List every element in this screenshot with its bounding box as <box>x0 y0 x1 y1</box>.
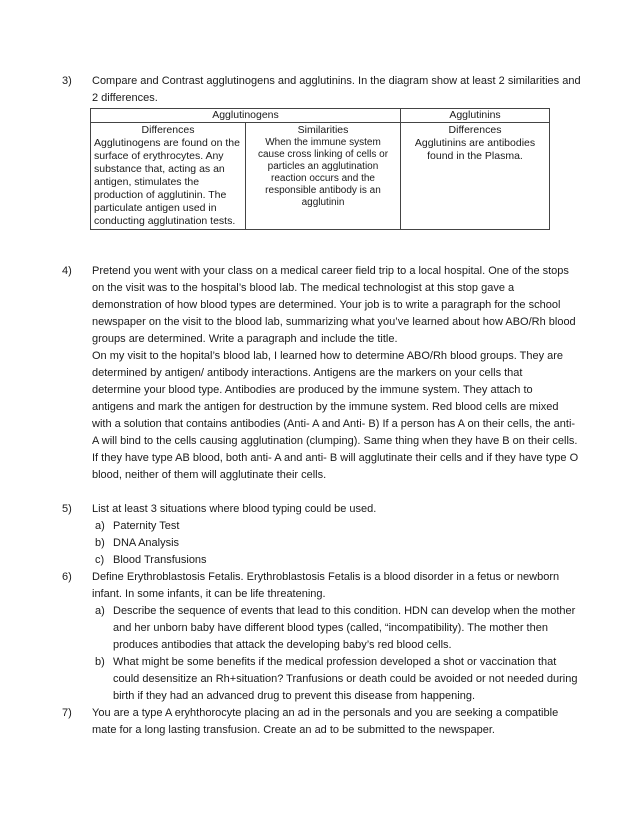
q5-item-label: b) <box>95 537 105 549</box>
q4-answer-line: with a solution that contains antibodies (Anti- A and Anti- B) If a person has A on their cells, the anti- <box>92 418 576 430</box>
q4-answer-line: antigens and mark the antigen for destruction by the immune system. Red blood cells are mixed <box>92 401 559 413</box>
col2-line: reaction occurs and the <box>271 173 375 184</box>
q7-text-line: mate for a long lasting transfusion. Create an ad to be submitted to the newspaper. <box>92 724 495 736</box>
q4-text-line: demonstration of how blood types are determined. Your job is to write a paragraph for the school <box>92 299 561 311</box>
q5-item-label: c) <box>95 554 105 566</box>
agglutinogen-differences-cell <box>91 123 246 230</box>
q6b-text-line: could desensitize an Rh+situation? Tranfusions or death could be avoided or not needed during <box>113 673 578 685</box>
q6a-text-line: Describe the sequence of events that lead to this condition. HDN can develop when the mother <box>113 605 576 617</box>
q6a-text-line: and her unborn baby have different blood types (called, “incompatibility). The mother then <box>113 622 548 634</box>
col3-heading: Differences <box>448 124 502 136</box>
q7-text-line: You are a type A eryhthorocyte placing an ad in the personals and you are seeking a compatible <box>92 707 559 719</box>
q4-text-line: newspaper on the visit to the blood lab, summarizing what you’ve learned about how ABO/Rh blood <box>92 316 576 328</box>
col1-line: substance that, acting as an <box>94 163 225 175</box>
col1-heading: Differences <box>141 124 195 136</box>
col2-line: agglutinin <box>301 197 345 208</box>
col1-line: conducting agglutination tests. <box>94 215 236 227</box>
q6-text-line: Define Erythroblastosis Fetalis. Erythroblastosis Fetalis is a blood disorder in a fetus or newborn <box>92 571 560 583</box>
q3-text-line-1: Compare and Contrast agglutinogens and agglutinins. In the diagram show at least 2 similarities and <box>92 75 581 87</box>
q6-text-line: infant. In some infants, it can be life threatening. <box>92 588 326 600</box>
q3-text-line-2: 2 differences. <box>92 92 158 104</box>
agglutination-table <box>90 108 550 230</box>
col1-line: Agglutinogens are found on the <box>94 137 240 149</box>
q5-item-text: Blood Transfusions <box>113 554 207 566</box>
q4-answer-line: On my visit to the hopital’s blood lab, I learned how to determine ABO/Rh blood groups. They are <box>92 350 564 362</box>
q5-number: 5) <box>62 503 72 515</box>
col1-line: production of agglutinin. The <box>94 189 227 201</box>
col2-heading: Similarities <box>297 124 349 136</box>
q6a-label: a) <box>95 605 105 617</box>
q4-text-line: on the visit was to the hospital’s blood lab. The medical technologist at this stop gave a <box>92 282 515 294</box>
q4-number: 4) <box>62 265 72 277</box>
q5-item-label: a) <box>95 520 105 532</box>
col1-line: surface of erythrocytes. Any <box>94 150 224 162</box>
agglutinin-differences-cell <box>401 123 550 230</box>
table-header-row <box>91 109 550 123</box>
q3-number: 3) <box>62 75 72 87</box>
header-agglutinogens: Agglutinogens <box>91 109 401 123</box>
header-agglutinins: Agglutinins <box>401 109 550 123</box>
q6b-label: b) <box>95 656 105 668</box>
col3-line: found in the Plasma. <box>427 150 523 162</box>
q6b-text-line: What might be some benefits if the medical profession developed a shot or vaccination that <box>113 656 557 668</box>
col2-line: particles an agglutination <box>267 161 379 172</box>
similarities-cell <box>246 123 401 230</box>
q7-number: 7) <box>62 707 72 719</box>
q4-answer-line: determined by antigen/ antibody interactions. Antigens are the markers on your cells that <box>92 367 523 379</box>
q6a-text-line: produces antibodies that attack the developing baby’s red blood cells. <box>113 639 452 651</box>
q6-number: 6) <box>62 571 72 583</box>
col2-line: responsible antibody is an <box>265 185 381 196</box>
q4-answer-line: determine your blood type. Antibodies are produced by the immune system. They attach to <box>92 384 533 396</box>
table-body-row <box>91 123 550 230</box>
q5-text: List at least 3 situations where blood typing could be used. <box>92 503 377 515</box>
q4-answer-line: blood, neither of them will agglutinate their cells. <box>92 469 327 481</box>
col2-line: cause cross linking of cells or <box>257 149 389 160</box>
col2-line: When the immune system <box>265 137 381 148</box>
col3-line: Agglutinins are antibodies <box>414 137 536 149</box>
col1-line: particulate antigen used in <box>94 202 217 214</box>
q5-item-text: Paternity Test <box>113 520 180 532</box>
col1-line: antigen, stimulates the <box>94 176 200 188</box>
q4-answer-line: If they have type AB blood, both anti- A and anti- B will agglutinate their cells and if they have type O <box>92 452 579 464</box>
q6b-text-line: birth if they had an advanced drug to prevent this disease from happening. <box>113 690 476 702</box>
q4-text-line: Pretend you went with your class on a medical career field trip to a local hospital. One of the stops <box>92 265 569 277</box>
q4-text-line: groups are determined. Write a paragraph and include the title. <box>92 333 398 345</box>
q5-item-text: DNA Analysis <box>113 537 180 549</box>
q4-answer-line: A will bind to the cells causing agglutination (clumping). Same thing when they have B on their cells. <box>92 435 578 447</box>
